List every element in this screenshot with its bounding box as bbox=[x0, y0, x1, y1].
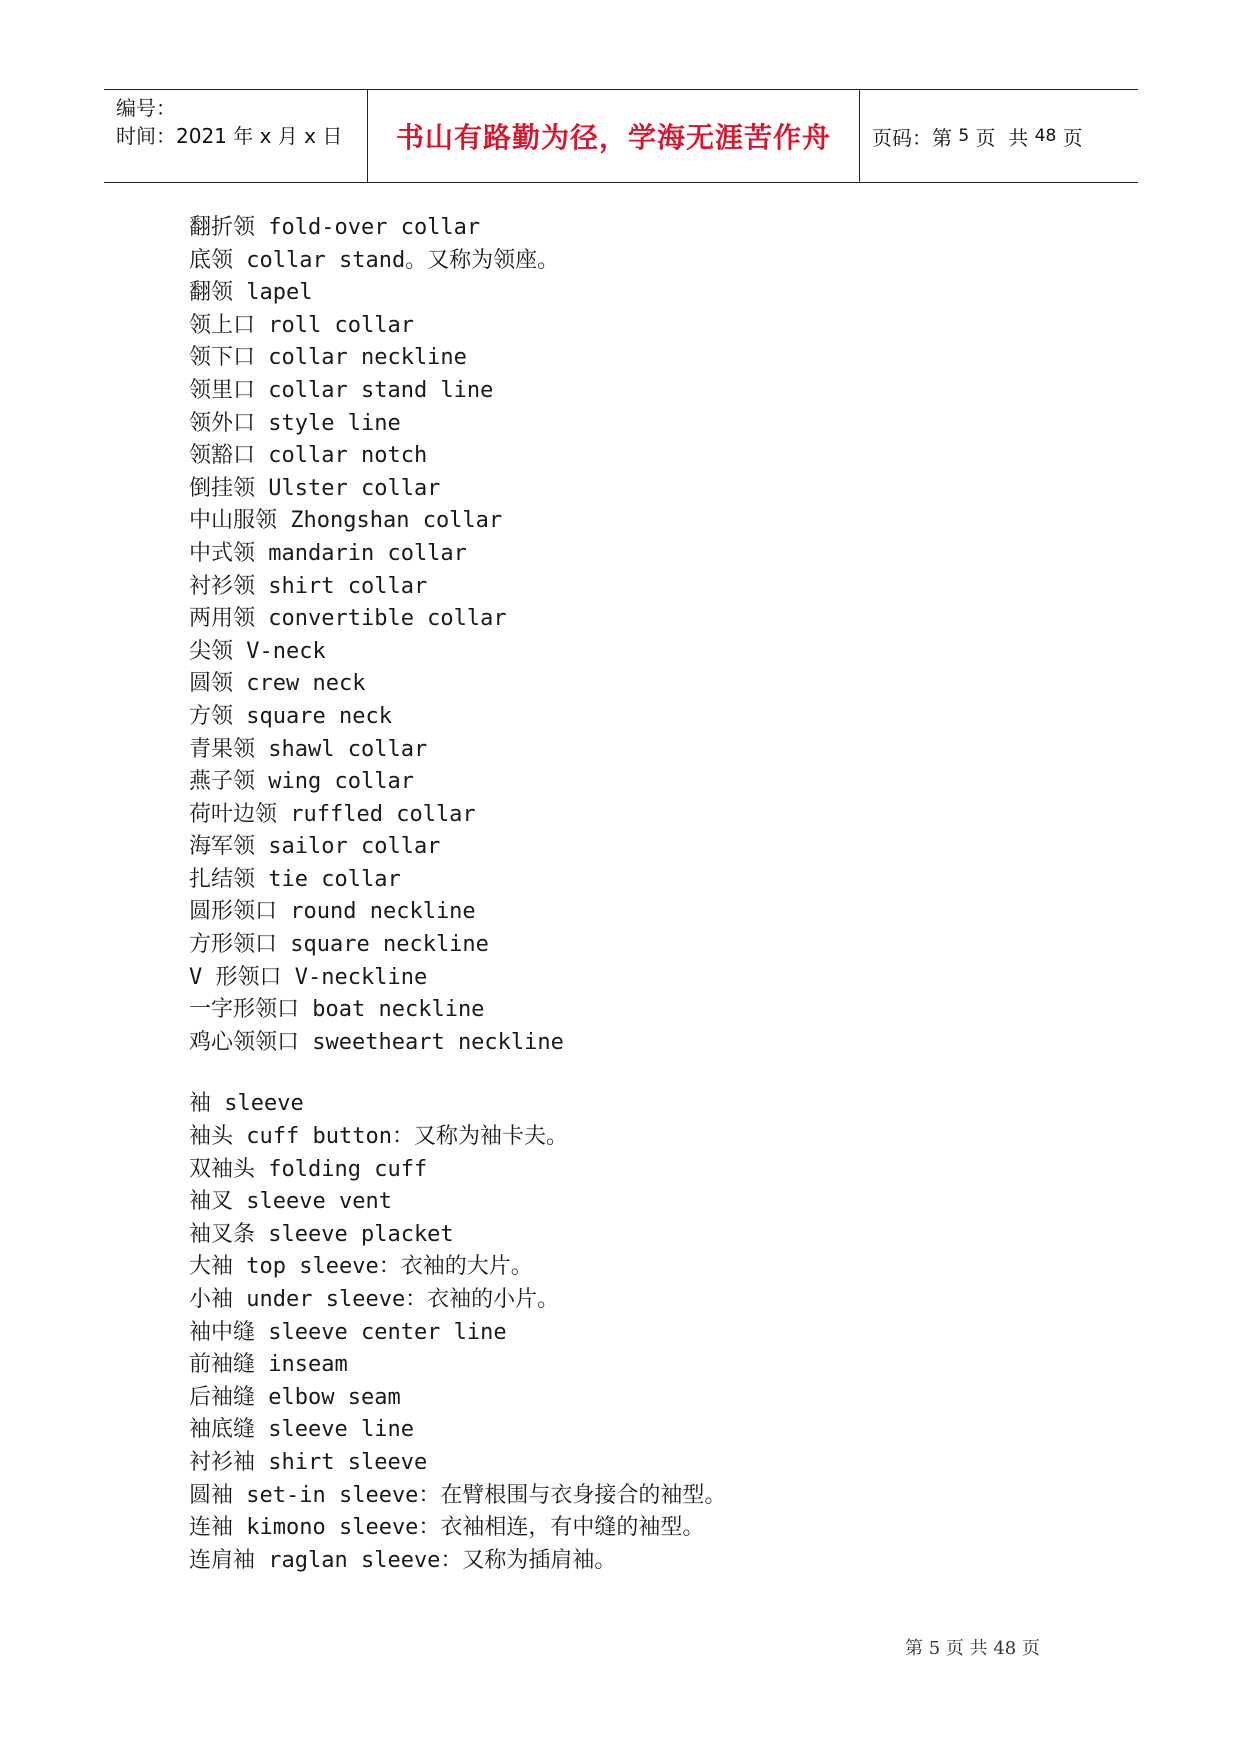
term-line: 方领 square neck bbox=[189, 703, 392, 729]
term-line: 袖头 cuff button：又称为袖卡夫。 bbox=[189, 1124, 568, 1150]
term-line: 小袖 under sleeve：衣袖的小片。 bbox=[189, 1287, 560, 1312]
term-line: 翻领 lapel bbox=[189, 280, 313, 306]
document-time-label: 时间：2021 年 x 月 x 日 bbox=[116, 124, 343, 148]
term-line: 翻折领 fold-over collar bbox=[189, 215, 481, 240]
glossary-body bbox=[189, 212, 1089, 1577]
term-line: 两用领 convertible collar bbox=[189, 606, 507, 632]
term-line: 领上口 roll collar bbox=[189, 312, 414, 338]
header-page-info bbox=[860, 90, 1138, 182]
term-line: 青果领 shawl collar bbox=[189, 736, 428, 762]
term-line: 袖中缝 sleeve center line bbox=[189, 1319, 507, 1345]
term-line: 袖叉条 sleeve placket bbox=[189, 1221, 454, 1247]
term-line: 一字形领口 boat neckline bbox=[189, 997, 485, 1023]
term-line: 领下口 collar neckline bbox=[189, 345, 467, 371]
page-label-prefix: 页码：第 bbox=[872, 125, 959, 150]
sleeve-term-list bbox=[189, 1088, 1089, 1577]
term-line: 圆形领口 round neckline bbox=[189, 899, 476, 925]
term-line: 燕子领 wing collar bbox=[189, 769, 414, 795]
collar-term-list bbox=[189, 212, 1089, 1059]
term-line: 领里口 collar stand line bbox=[189, 377, 494, 403]
page-label-suffix: 页 bbox=[1056, 125, 1083, 150]
page-total: 48 bbox=[1034, 126, 1057, 146]
term-line: 衬衫袖 shirt sleeve bbox=[189, 1449, 428, 1475]
term-line: 中式领 mandarin collar bbox=[189, 540, 467, 566]
term-line: 袖 sleeve bbox=[189, 1091, 304, 1117]
term-line: 双袖头 folding cuff bbox=[189, 1156, 428, 1182]
header-meta bbox=[104, 90, 368, 182]
term-line: 袖叉 sleeve vent bbox=[189, 1189, 392, 1215]
term-line: 连袖 kimono sleeve：衣袖相连，有中缝的袖型。 bbox=[189, 1515, 705, 1541]
page-label-mid: 页 共 bbox=[969, 125, 1035, 150]
term-line: 鸡心领领口 sweetheart neckline bbox=[189, 1029, 564, 1055]
header-motto: 书山有路勤为径，学海无涯苦作舟 bbox=[368, 90, 860, 182]
term-line: 袖底缝 sleeve line bbox=[189, 1417, 414, 1443]
term-line: 尖领 V-neck bbox=[189, 638, 326, 664]
term-line: 圆领 crew neck bbox=[189, 671, 366, 697]
term-line: 海军领 sailor collar bbox=[189, 834, 441, 860]
page-header bbox=[104, 89, 1138, 183]
term-line: 后袖缝 elbow seam bbox=[189, 1384, 401, 1410]
term-line: V 形领口 V-neckline bbox=[189, 964, 428, 990]
term-line: 衬衫领 shirt collar bbox=[189, 573, 428, 599]
term-line: 倒挂领 Ulster collar bbox=[189, 475, 441, 501]
term-line: 领外口 style line bbox=[189, 410, 401, 436]
term-line: 领豁口 collar notch bbox=[189, 443, 428, 469]
term-line: 方形领口 square neckline bbox=[189, 932, 489, 958]
page-footer: 第 5 页 共 48 页 bbox=[905, 1638, 1040, 1659]
term-line: 圆袖 set-in sleeve：在臂根围与衣身接合的袖型。 bbox=[189, 1482, 727, 1508]
page-current: 5 bbox=[958, 126, 970, 146]
term-line: 荷叶边领 ruffled collar bbox=[189, 801, 476, 827]
section-gap bbox=[189, 1059, 1089, 1088]
term-line: 连肩袖 raglan sleeve：又称为插肩袖。 bbox=[189, 1547, 617, 1573]
term-line: 大袖 top sleeve：衣袖的大片。 bbox=[189, 1254, 533, 1280]
document-number-label: 编号： bbox=[116, 96, 176, 120]
term-line: 扎结领 tie collar bbox=[189, 866, 401, 892]
term-line: 前袖缝 inseam bbox=[189, 1352, 348, 1378]
term-line: 中山服领 Zhongshan collar bbox=[189, 508, 503, 534]
term-line: 底领 collar stand。又称为领座。 bbox=[189, 247, 560, 273]
